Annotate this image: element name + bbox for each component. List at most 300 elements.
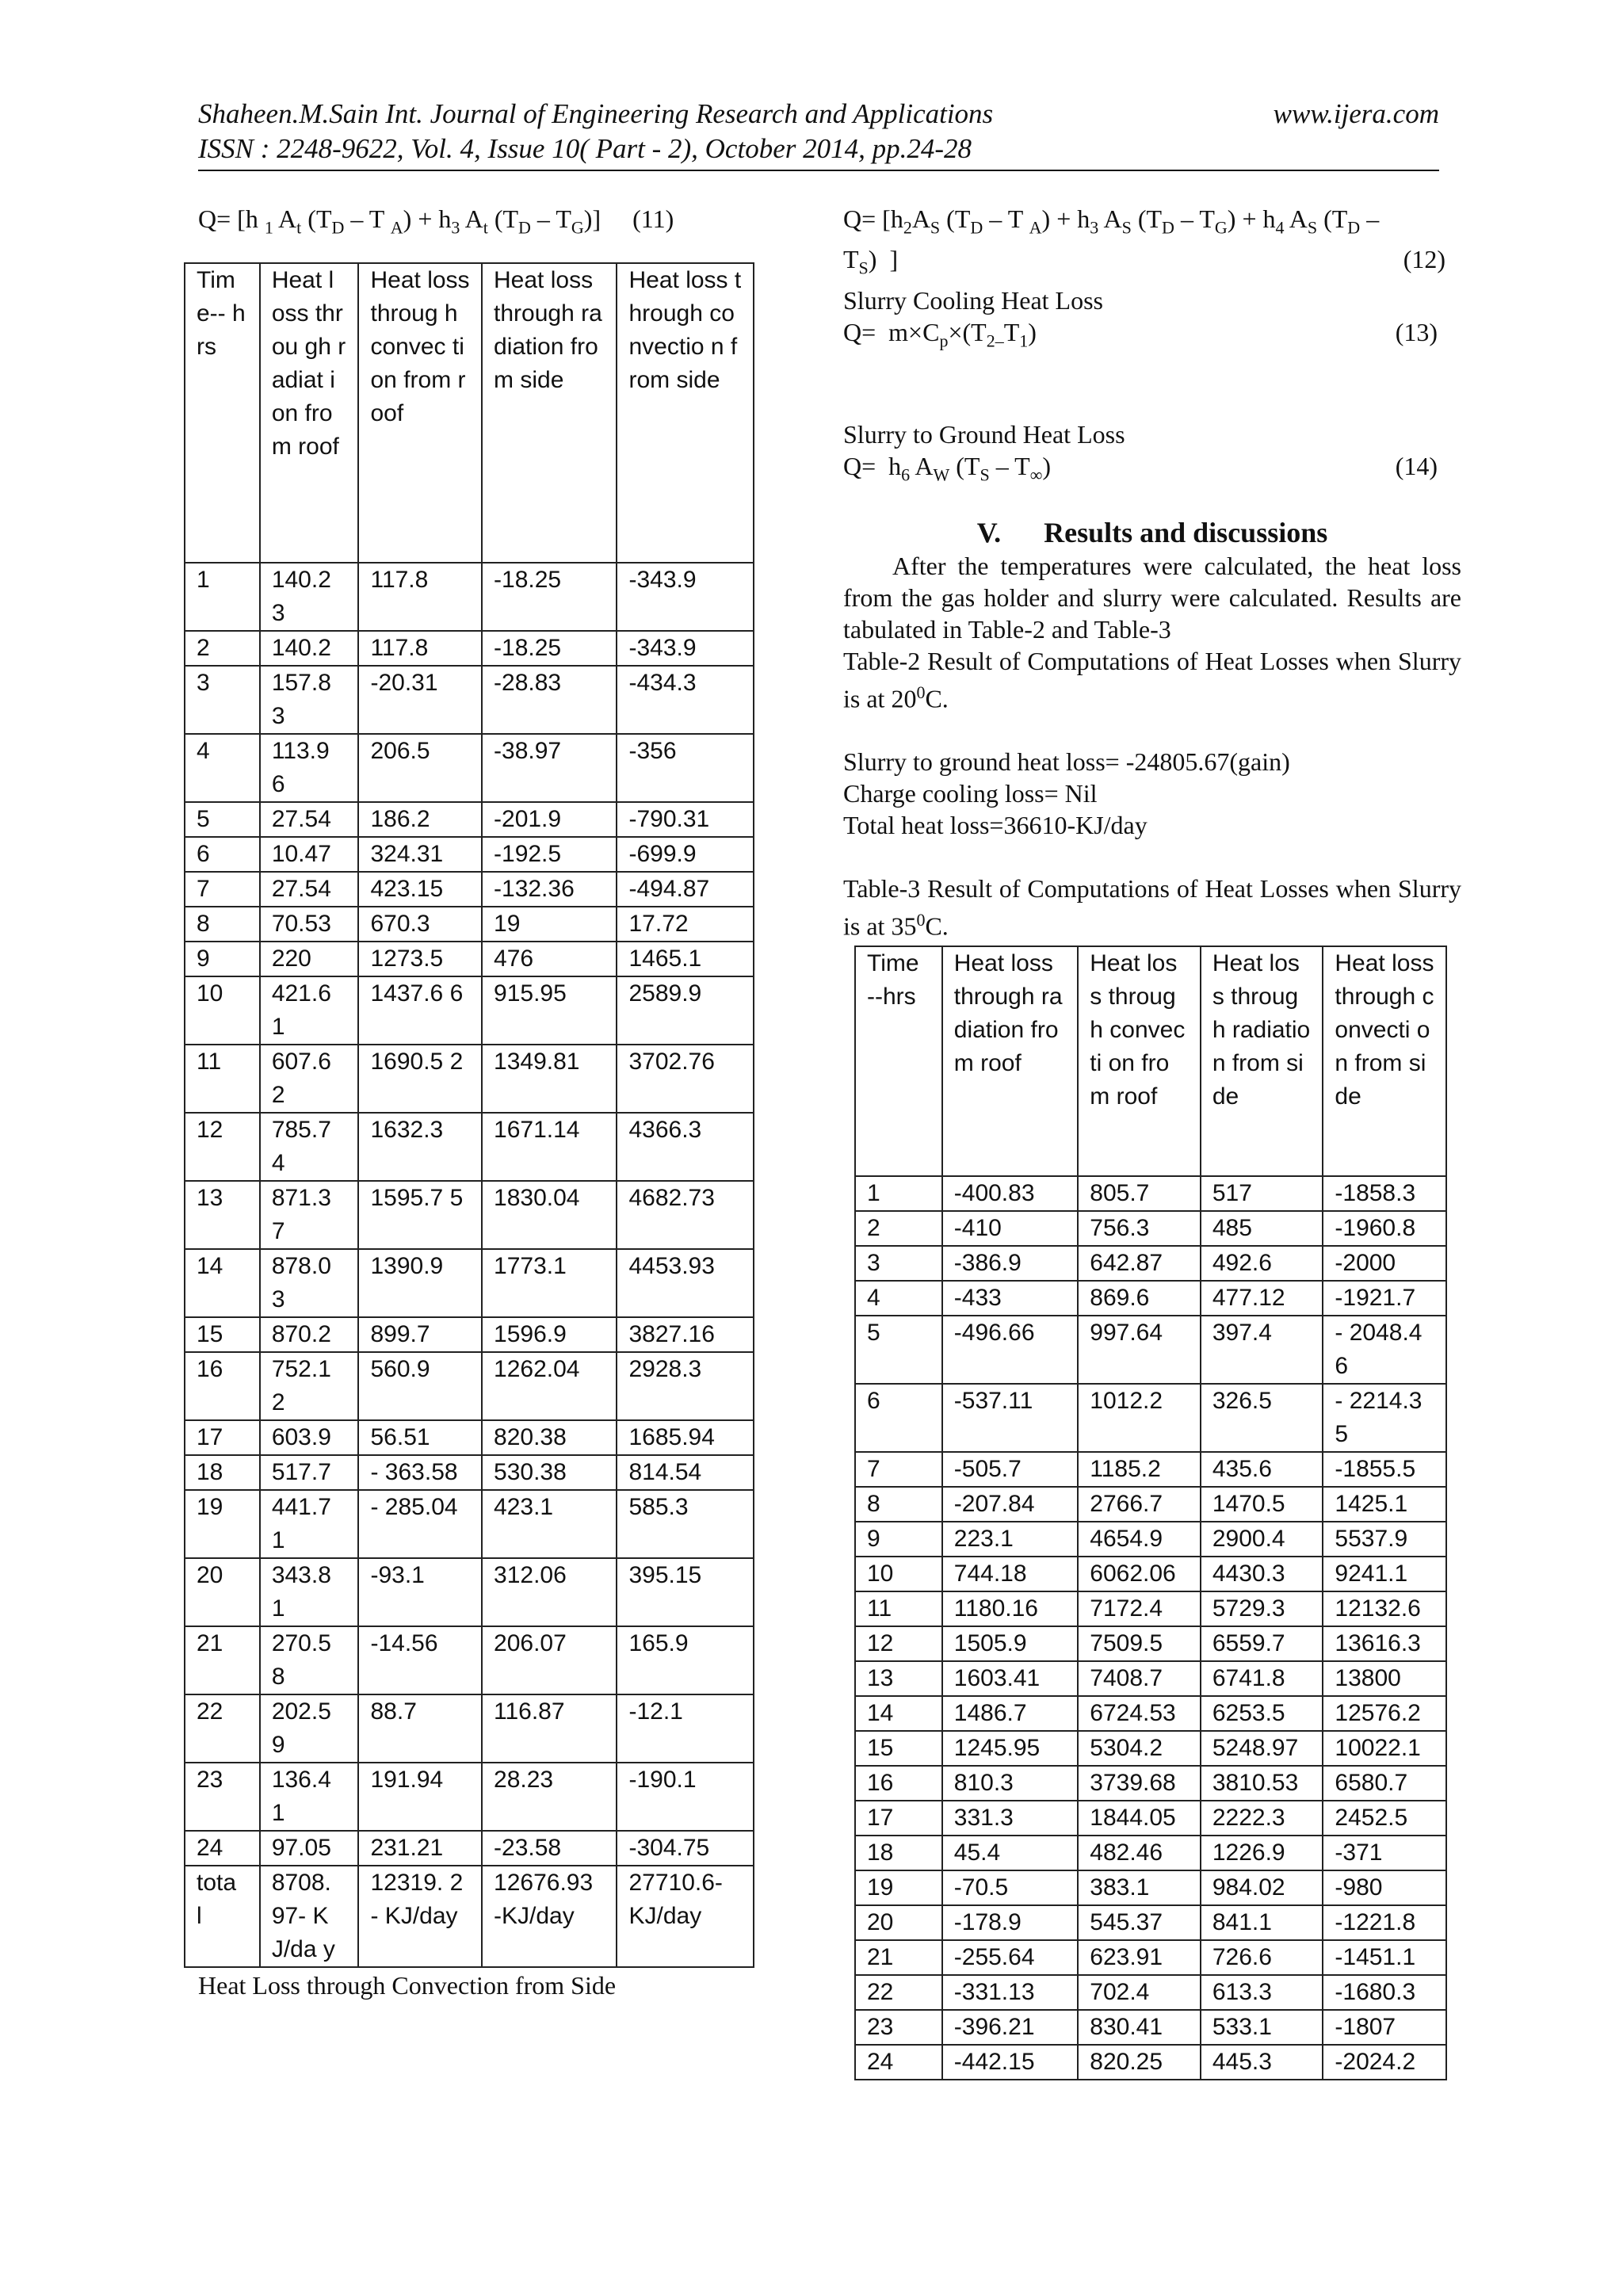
table-row (185, 1249, 754, 1317)
table-cell: 17.72 (617, 907, 754, 942)
table-cell: 8 (855, 1487, 942, 1522)
table-cell: 140.2 (260, 631, 359, 666)
table-header-cell: Heat loss through radiatio n from side (1201, 946, 1323, 1176)
table-cell: 7408.7 (1078, 1661, 1201, 1696)
table-cell: 206.5 (358, 734, 482, 802)
table-cell: -699.9 (617, 837, 754, 872)
table-cell: 117.8 (358, 563, 482, 631)
table-cell: -1858.3 (1323, 1176, 1446, 1211)
journal-website[interactable]: www.ijera.com (1273, 98, 1439, 129)
table-header-cell: Heat loss through convecti on from side (1323, 946, 1446, 1176)
table-cell: 476 (482, 942, 617, 976)
table-row (855, 1905, 1446, 1940)
table-cell: -343.9 (617, 563, 754, 631)
results-paragraph: After the temperatures were calculated, the heat loss from the gas holder and slurry were calculated. Results are tabulated in Table-2 and Table-3 (843, 551, 1461, 644)
table-cell: 477.12 (1201, 1281, 1323, 1316)
table-cell: 805.7 (1078, 1176, 1201, 1211)
table-cell: 869.6 (1078, 1281, 1201, 1316)
table-cell: 88.7 (358, 1694, 482, 1763)
table-cell: 4430.3 (1201, 1557, 1323, 1591)
table-row (855, 1246, 1446, 1281)
table-cell: 19 (185, 1490, 260, 1558)
table-cell: 20 (855, 1905, 942, 1940)
table-cell: -1680.3 (1323, 1975, 1446, 2010)
table-cell: 1690.5 2 (358, 1045, 482, 1113)
table-cell: 22 (185, 1694, 260, 1763)
table-row (855, 1661, 1446, 1696)
table-row (185, 872, 754, 907)
table-row (855, 1557, 1446, 1591)
table-cell: 13616.3 (1323, 1626, 1446, 1661)
table-cell: -980 (1323, 1870, 1446, 1905)
table-cell: -18.25 (482, 631, 617, 666)
table-cell: 97.05 (260, 1831, 359, 1866)
table-cell: 492.6 (1201, 1246, 1323, 1281)
table-cell: 223.1 (942, 1522, 1079, 1557)
table-cell: -433 (942, 1281, 1079, 1316)
table-cell: -93.1 (358, 1558, 482, 1626)
table-cell: 206.07 (482, 1626, 617, 1694)
table-cell: 1773.1 (482, 1249, 617, 1317)
table-cell: 4682.73 (617, 1181, 754, 1249)
table-2-after-caption: Heat Loss through Convection from Side (198, 1971, 617, 2000)
table-cell: 878.0 3 (260, 1249, 359, 1317)
table-cell: 8708. 97- KJ/da y (260, 1866, 359, 1967)
table-cell: 670.3 (358, 907, 482, 942)
table-cell: 10.47 (260, 837, 359, 872)
table-cell: 820.25 (1078, 2045, 1201, 2080)
table-cell: 545.37 (1078, 1905, 1201, 1940)
table-row (855, 1591, 1446, 1626)
table-cell: 5248.97 (1201, 1731, 1323, 1766)
table-cell: 15 (855, 1731, 942, 1766)
table-cell: 814.54 (617, 1455, 754, 1490)
table-row (855, 1940, 1446, 1975)
table-cell: -343.9 (617, 631, 754, 666)
table-cell: 7172.4 (1078, 1591, 1201, 1626)
table-cell: 140.2 3 (260, 563, 359, 631)
table-row (855, 1870, 1446, 1905)
table-cell: 2589.9 (617, 976, 754, 1045)
table-cell: 18 (855, 1836, 942, 1870)
table-row (855, 1801, 1446, 1836)
issn-line: ISSN : 2248-9622, Vol. 4, Issue 10( Part - 2), October 2014, pp.24-28 (198, 133, 972, 164)
table-cell: 27710.6- KJ/day (617, 1866, 754, 1967)
table-cell: 20 (185, 1558, 260, 1626)
table-cell: 116.87 (482, 1694, 617, 1763)
table-cell: 186.2 (358, 802, 482, 837)
table-cell: 533.1 (1201, 2010, 1323, 2045)
table-cell: - 363.58 (358, 1455, 482, 1490)
table-cell: 27.54 (260, 802, 359, 837)
table-cell: -505.7 (942, 1452, 1079, 1487)
table-row (855, 1696, 1446, 1731)
table-row (855, 1487, 1446, 1522)
table-cell: 7 (855, 1452, 942, 1487)
table-cell: 312.06 (482, 1558, 617, 1626)
equation-14: $Q= h_6$ $A_W$ $(T_S - T_\infty)$ (14) (843, 450, 1461, 491)
table-row (185, 1866, 754, 1967)
table-cell: -396.21 (942, 2010, 1079, 2045)
table-cell: 16 (185, 1352, 260, 1420)
table-cell: 157.8 3 (260, 666, 359, 734)
table-cell: 1596.9 (482, 1317, 617, 1352)
table-header-cell: Heat loss throug h convec tion from roof (358, 263, 482, 563)
table-cell: 10 (185, 976, 260, 1045)
table-cell: 2766.7 (1078, 1487, 1201, 1522)
table-cell: 395.15 (617, 1558, 754, 1626)
table-cell: 517 (1201, 1176, 1323, 1211)
table-cell: 870.2 (260, 1317, 359, 1352)
table-row (185, 907, 754, 942)
table-cell: 482.46 (1078, 1836, 1201, 1870)
table-row (855, 1176, 1446, 1211)
table-cell: 220 (260, 942, 359, 976)
table-cell: 231.21 (358, 1831, 482, 1866)
table-cell: 899.7 (358, 1317, 482, 1352)
table-cell: 7509.5 (1078, 1626, 1201, 1661)
table-cell: 915.95 (482, 976, 617, 1045)
table-cell: 136.4 1 (260, 1763, 359, 1831)
equation-11: Q= [h $_1$ $A_t$ ($T_D$ – T $_A) + h_3$ $A_t$ $(T_D - T_G)$] (11) (198, 204, 674, 238)
table-cell: 820.38 (482, 1420, 617, 1455)
table-cell: 23 (855, 2010, 942, 2045)
equation-13: $Q= m\times C_p\times(T_{2-}T_1)$ (13) (843, 316, 1461, 357)
table-row (855, 1731, 1446, 1766)
table-row (185, 976, 754, 1045)
table-row (855, 1384, 1446, 1452)
table-cell: 12319. 2- KJ/day (358, 1866, 482, 1967)
table-row (185, 1626, 754, 1694)
table-cell: 1 (855, 1176, 942, 1211)
table-cell: 2928.3 (617, 1352, 754, 1420)
table-cell: 19 (855, 1870, 942, 1905)
table-cell: 15 (185, 1317, 260, 1352)
table-row (855, 1975, 1446, 2010)
table-cell: 22 (855, 1975, 942, 2010)
table-row (185, 1113, 754, 1181)
table-cell: 19 (482, 907, 617, 942)
equation-11-number: (11) (632, 204, 674, 233)
table-cell: -132.36 (482, 872, 617, 907)
table-cell: 1262.04 (482, 1352, 617, 1420)
table-cell: 1470.5 (1201, 1487, 1323, 1522)
table-cell: 871.3 7 (260, 1181, 359, 1249)
table-cell: 165.9 (617, 1626, 754, 1694)
table-cell: 21 (185, 1626, 260, 1694)
table-cell: 744.18 (942, 1557, 1079, 1591)
table-cell: 441.7 1 (260, 1490, 359, 1558)
table-cell: 435.6 (1201, 1452, 1323, 1487)
table-cell: 841.1 (1201, 1905, 1323, 1940)
table-cell: 702.4 (1078, 1975, 1201, 2010)
table-cell: -178.9 (942, 1905, 1079, 1940)
table-cell: -1960.8 (1323, 1211, 1446, 1246)
table-cell: 202.5 9 (260, 1694, 359, 1763)
table-row (185, 1455, 754, 1490)
table-row (185, 942, 754, 976)
equation-12-number: (12) (1403, 245, 1445, 274)
table-row (185, 1490, 754, 1558)
table-row (185, 1317, 754, 1352)
table-row (185, 837, 754, 872)
section-title: Results and discussions (1044, 516, 1328, 548)
table-cell: 9 (855, 1522, 942, 1557)
table-cell: -207.84 (942, 1487, 1079, 1522)
table-cell: 6724.53 (1078, 1696, 1201, 1731)
table-3 (854, 946, 1447, 2080)
table-cell: 3702.76 (617, 1045, 754, 1113)
table-header-row (855, 946, 1446, 1176)
table-cell: -304.75 (617, 1831, 754, 1866)
table-cell: -14.56 (358, 1626, 482, 1694)
table-cell: 11 (855, 1591, 942, 1626)
table-cell: 997.64 (1078, 1316, 1201, 1384)
table-cell: 397.4 (1201, 1316, 1323, 1384)
table-cell: 7 (185, 872, 260, 907)
table-header-row (185, 263, 754, 563)
table-cell: 585.3 (617, 1490, 754, 1558)
table-cell: 810.3 (942, 1766, 1079, 1801)
table-cell: 1465.1 (617, 942, 754, 976)
table-cell: 11 (185, 1045, 260, 1113)
table-cell: 607.6 2 (260, 1045, 359, 1113)
table-cell: 9241.1 (1323, 1557, 1446, 1591)
table-cell: 270.5 8 (260, 1626, 359, 1694)
table-cell: 17 (855, 1801, 942, 1836)
table-cell: 13 (185, 1181, 260, 1249)
table-cell: -1221.8 (1323, 1905, 1446, 1940)
table-cell: 343.8 1 (260, 1558, 359, 1626)
table-row (855, 1316, 1446, 1384)
table-cell: 6741.8 (1201, 1661, 1323, 1696)
table-row (855, 1452, 1446, 1487)
table-header-cell: Tim e-- hrs (185, 263, 260, 563)
table-cell: 12 (185, 1113, 260, 1181)
left-column (184, 203, 754, 2001)
table-3-caption: Table-3 Result of Computations of Heat Losses when Slurry is at $35^0C$. (843, 874, 1461, 941)
journal-title: Shaheen.M.Sain Int. Journal of Engineering Research and Applications (198, 98, 994, 129)
table-cell: 1671.14 (482, 1113, 617, 1181)
table-cell: 24 (185, 1831, 260, 1866)
table-cell: -496.66 (942, 1316, 1079, 1384)
table-cell: -386.9 (942, 1246, 1079, 1281)
table-cell: -434.3 (617, 666, 754, 734)
table-cell: - 285.04 (358, 1490, 482, 1558)
table-row (185, 1045, 754, 1113)
table-cell: -192.5 (482, 837, 617, 872)
table-cell: 517.7 (260, 1455, 359, 1490)
table-cell: 6 (185, 837, 260, 872)
total-loss-line: Total heat loss=36610-KJ/day (843, 811, 1148, 840)
table-cell: 4 (855, 1281, 942, 1316)
table-cell: 1226.9 (1201, 1836, 1323, 1870)
table-cell: 1603.41 (942, 1661, 1079, 1696)
table-cell: 1185.2 (1078, 1452, 1201, 1487)
table-cell: 560.9 (358, 1352, 482, 1420)
table-cell: 2 (185, 631, 260, 666)
table-cell: 613.3 (1201, 1975, 1323, 2010)
table-cell: 1437.6 6 (358, 976, 482, 1045)
table-cell: 4654.9 (1078, 1522, 1201, 1557)
ground-loss-line: Slurry to ground heat loss= -24805.67(gain) (843, 747, 1290, 777)
table-cell: -400.83 (942, 1176, 1079, 1211)
table-cell: 23 (185, 1763, 260, 1831)
table-cell: 27.54 (260, 872, 359, 907)
table-header-cell: Time --hrs (855, 946, 942, 1176)
table-cell: 12132.6 (1323, 1591, 1446, 1626)
table-cell: 1273.5 (358, 942, 482, 976)
table-cell: 1830.04 (482, 1181, 617, 1249)
table-row (855, 1766, 1446, 1801)
table-cell: -1451.1 (1323, 1940, 1446, 1975)
table-cell: -371 (1323, 1836, 1446, 1870)
table-cell: 1245.95 (942, 1731, 1079, 1766)
table-cell: 1349.81 (482, 1045, 617, 1113)
table-cell: 13800 (1323, 1661, 1446, 1696)
table-cell: 756.3 (1078, 1211, 1201, 1246)
table-cell: 1180.16 (942, 1591, 1079, 1626)
table-cell: 5537.9 (1323, 1522, 1446, 1557)
table-cell: 1632.3 (358, 1113, 482, 1181)
table-cell: 1486.7 (942, 1696, 1079, 1731)
table-row (855, 2010, 1446, 2045)
table-cell: -255.64 (942, 1940, 1079, 1975)
table-cell: 1390.9 (358, 1249, 482, 1317)
table-cell: 530.38 (482, 1455, 617, 1490)
table-cell: 14 (185, 1249, 260, 1317)
table-cell: 56.51 (358, 1420, 482, 1455)
table-cell: -28.83 (482, 666, 617, 734)
table-row (185, 666, 754, 734)
table-cell: -12.1 (617, 1694, 754, 1763)
table-cell: 2452.5 (1323, 1801, 1446, 1836)
table-cell: 623.91 (1078, 1940, 1201, 1975)
table-cell: 1505.9 (942, 1626, 1079, 1661)
table-cell: 984.02 (1201, 1870, 1323, 1905)
table-cell: 726.6 (1201, 1940, 1323, 1975)
section-heading (843, 515, 1461, 550)
table-cell: 1012.2 (1078, 1384, 1201, 1452)
table-cell: 113.9 6 (260, 734, 359, 802)
running-header (198, 97, 1439, 166)
table-cell: 383.1 (1078, 1870, 1201, 1905)
table-cell: 13 (855, 1661, 942, 1696)
table-row (185, 802, 754, 837)
table-cell: -494.87 (617, 872, 754, 907)
table-cell: 6253.5 (1201, 1696, 1323, 1731)
table-cell: -537.11 (942, 1384, 1079, 1452)
table-cell: -331.13 (942, 1975, 1079, 2010)
table-cell: 17 (185, 1420, 260, 1455)
table-cell: 14 (855, 1696, 942, 1731)
table-cell: 785.7 4 (260, 1113, 359, 1181)
table-cell: -20.31 (358, 666, 482, 734)
right-column (843, 203, 1461, 2080)
table-cell: 1 (185, 563, 260, 631)
table-cell: -2000 (1323, 1246, 1446, 1281)
table-cell: 324.31 (358, 837, 482, 872)
equation-13-number: (13) (1395, 317, 1438, 346)
table-cell: -356 (617, 734, 754, 802)
table-cell: 6559.7 (1201, 1626, 1323, 1661)
table-cell: 191.94 (358, 1763, 482, 1831)
table-cell: 12 (855, 1626, 942, 1661)
table-row (855, 1626, 1446, 1661)
table-cell: 1844.05 (1078, 1801, 1201, 1836)
table-row (185, 1558, 754, 1626)
table-cell: 6 (855, 1384, 942, 1452)
table-cell: -1921.7 (1323, 1281, 1446, 1316)
equation-12: $Q= [h_2A_S$ ($T_D$ – T $_A) + h_3$ $A_S$ $(T_D - T_G) + h_4$ $A_S$ ($T_D$ – $T_S$) ] (12) (843, 203, 1461, 285)
table-row (185, 1181, 754, 1249)
table-cell: 21 (855, 1940, 942, 1975)
table-cell: 2222.3 (1201, 1801, 1323, 1836)
table-row (185, 1763, 754, 1831)
table-row (185, 1352, 754, 1420)
charge-loss-line: Charge cooling loss= Nil (843, 779, 1098, 808)
table-cell: -442.15 (942, 2045, 1079, 2080)
table-cell: 10 (855, 1557, 942, 1591)
section-number: V. (976, 516, 1002, 548)
table-row (185, 631, 754, 666)
table-cell: 2 (855, 1211, 942, 1246)
table-cell: 1685.94 (617, 1420, 754, 1455)
table-cell: 752.1 2 (260, 1352, 359, 1420)
table-cell: 10022.1 (1323, 1731, 1446, 1766)
slurry-cooling-title: Slurry Cooling Heat Loss (843, 285, 1103, 315)
slurry-ground-title: Slurry to Ground Heat Loss (843, 420, 1125, 449)
table-cell: 5729.3 (1201, 1591, 1323, 1626)
table-cell: 2900.4 (1201, 1522, 1323, 1557)
table-cell: 9 (185, 942, 260, 976)
table-cell: - 2214.35 (1323, 1384, 1446, 1452)
table-row (185, 1831, 754, 1866)
table-2-caption: Table-2 Result of Computations of Heat Losses when Slurry is at $20^0C$. (843, 646, 1461, 713)
table-row (185, 1694, 754, 1763)
table-cell: 12676.93 -KJ/day (482, 1866, 617, 1967)
table-cell: 423.15 (358, 872, 482, 907)
table-cell: 6580.7 (1323, 1766, 1446, 1801)
table-cell: -23.58 (482, 1831, 617, 1866)
table-cell: -1807 (1323, 2010, 1446, 2045)
table-cell: 331.3 (942, 1801, 1079, 1836)
table-cell: 6062.06 (1078, 1557, 1201, 1591)
table-header-cell: Heat loss throu gh radiat ion from roof (260, 263, 359, 563)
table-cell: -410 (942, 1211, 1079, 1246)
table-row (185, 563, 754, 631)
table-cell: -2024.2 (1323, 2045, 1446, 2080)
table-cell: 423.1 (482, 1490, 617, 1558)
table-cell: 1595.7 5 (358, 1181, 482, 1249)
table-cell: 4453.93 (617, 1249, 754, 1317)
table-cell: 485 (1201, 1211, 1323, 1246)
header-rule (198, 170, 1439, 171)
table-row (185, 1420, 754, 1455)
table-cell: tota l (185, 1866, 260, 1967)
table-cell: 5304.2 (1078, 1731, 1201, 1766)
table-cell: -18.25 (482, 563, 617, 631)
table-cell: -790.31 (617, 802, 754, 837)
table-2 (184, 262, 754, 1968)
table-cell: 45.4 (942, 1836, 1079, 1870)
table-header-cell: Heat loss through convectio n from side (617, 263, 754, 563)
table-cell: - 2048.46 (1323, 1316, 1446, 1384)
table-cell: 5 (855, 1316, 942, 1384)
table-header-cell: Heat loss through radiation from side (482, 263, 617, 563)
table-cell: 3 (855, 1246, 942, 1281)
table-cell: 1425.1 (1323, 1487, 1446, 1522)
